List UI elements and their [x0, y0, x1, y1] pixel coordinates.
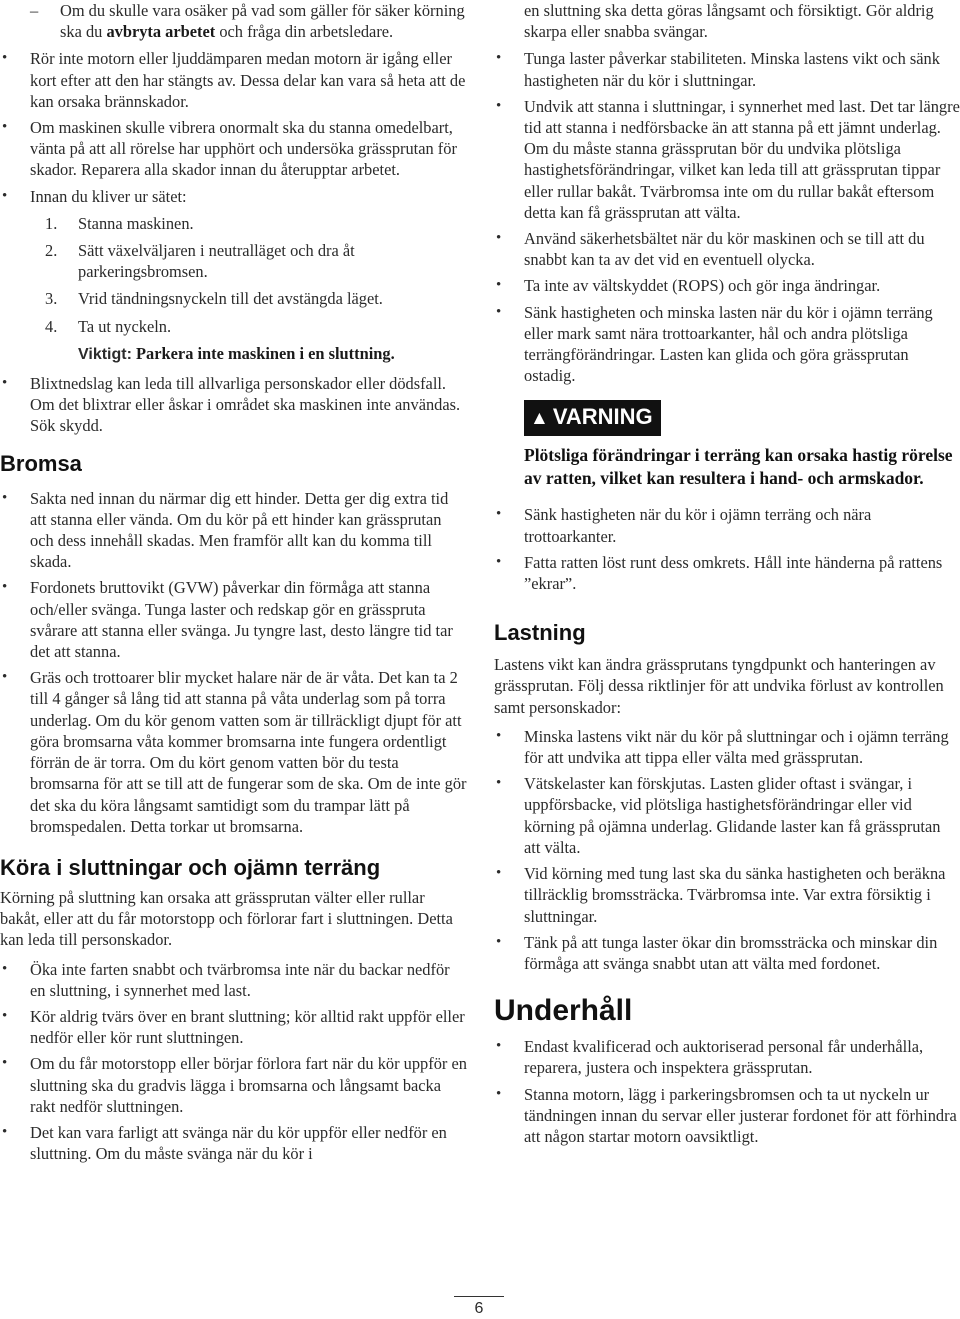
left-column	[0, 0, 468, 1169]
intro-bullet-list	[0, 48, 468, 206]
warning-list	[494, 504, 960, 594]
list-item: • Kör aldrig tvärs över en brant sluttning; kör alltid rakt uppför eller nedför eller kör runt sluttningen.	[0, 1006, 468, 1048]
warning-triangle-icon: ▲	[530, 408, 549, 430]
list-item: • Tunga laster påverkar stabiliteten. Minska lastens vikt och sänk hastigheten när du kör i sluttningar.	[494, 48, 960, 90]
list-item: • Rör inte motorn eller ljuddämparen medan motorn är igång eller kort efter att den har stängts av. Dessa delar kan vara så heta att de kan orsaka brännskador.	[0, 48, 468, 112]
list-item: • Gräs och trottoarer blir mycket halare när de är våta. Det kan ta 2 till 4 gånger så lång tid att stanna på våta underlag som på torra underlag. Om du kör genom vatten som är tillräckligt djupt för att göra bromsarna våta kommer bromsarna inte fungera ordentligt förrän de är torra. Om du kört genom vatten bör du testa bromsarna för att se till att de fungerar som de ska. Om de inte gör det ska du köra långsamt samtidigt som du trampar lätt på bromspedalen. Detta torkar ut bromsarna.	[0, 667, 468, 837]
section-heading-loading: Lastning	[494, 620, 586, 646]
section-heading-slopes: Köra i sluttningar och ojämn terräng	[0, 854, 381, 880]
list-item: • Fordonets bruttovikt (GVW) påverkar din förmåga att stanna och/eller svänga. Tunga laster och redskap gör en grässpruta svårare att stanna eller svänga. Ju tyngre last, desto längre tid tar det att stanna.	[0, 577, 468, 662]
list-item: • Sänk hastigheten och minska lasten när du kör i ojämn terräng eller mark samt nära trottoarkanter, hål och andra plötsliga terrängförändringar. Lasten kan glida och göra grässprutan ostadig.	[494, 302, 960, 387]
step-number: 2.	[45, 241, 58, 261]
list-item: • Om maskinen skulle vibrera onormalt ska du stanna omedelbart, vänta på att all rörelse har upphört och undersöka grässprutan för skador. Reparera alla skador innan du återupptar arbetet.	[0, 117, 468, 181]
list-item: • Vid körning med tung last ska du sänka hastigheten och beräkna tillräcklig bromssträcka. Tvärbromsa inte. Var extra försiktig i sluttningar.	[494, 863, 960, 927]
important-label: Viktigt:	[78, 345, 132, 363]
warning-badge: ▲ VARNING	[524, 400, 661, 436]
important-note	[0, 343, 468, 365]
step-item: 3. Vrid tändningsnyckeln till det avstängda läget.	[45, 289, 383, 309]
list-item: • Stanna motorn, lägg i parkeringsbromsen och ta ut nyckeln ur tändningen innan du servar eller justerar fordonet för att förhindra att någon startar motorn oavsiktligt.	[494, 1084, 960, 1148]
right-column	[494, 0, 960, 1152]
exit-steps-list	[0, 213, 468, 337]
list-item: • Sakta ned innan du närmar dig ett hinder. Detta ger dig extra tid att stanna eller vända. Om du kör på ett hinder kan grässprutan och dess innehåll skadas. Men framför allt kan du komma till skada.	[0, 488, 468, 573]
list-item: – Om du skulle vara osäker på vad som gäller för säker körning ska du avbryta arbetet och fråga din arbetsledare.	[0, 0, 468, 42]
loading-intro: Lastens vikt kan ändra grässprutans tyngdpunkt och hanteringen av grässprutan. Följ dessa riktlinjer för att undvika förlust av kontrollen samt personskador:	[494, 655, 944, 717]
list-item: • Om du får motorstopp eller börjar förlora fart när du kör uppför en sluttning ska du gradvis lägga i bromsarna och långsamt backa rakt nedför sluttningen.	[0, 1053, 468, 1117]
list-item: • Innan du kliver ur sätet:	[0, 186, 468, 207]
list-item: • Fatta ratten löst runt dess omkrets. Håll inte händerna på rattens ”ekrar”.	[494, 552, 960, 594]
step-number: 3.	[45, 289, 58, 309]
step-number: 4.	[45, 316, 58, 336]
step-number: 1.	[45, 213, 58, 233]
step-item: 4. Ta ut nyckeln.	[45, 316, 172, 336]
slope-intro: Körning på sluttning kan orsaka att grässprutan välter eller rullar bakåt, eller att du får motorstopp och förlorar fart i sluttningen. Detta kan leda till personskador.	[0, 887, 453, 950]
list-item: • Öka inte farten snabbt och tvärbromsa inte när du backar nedför en sluttning, i synnerhet med last.	[0, 959, 468, 1001]
lightning-list	[0, 373, 468, 437]
loading-list	[494, 726, 960, 974]
section-heading-maintenance: Underhåll	[494, 994, 633, 1028]
page-number: 6	[454, 1296, 504, 1319]
intro-dash-list	[0, 0, 468, 42]
warning-text: Plötsliga förändringar i terräng kan orsaka hastig rörelse av ratten, vilket kan resultera i hand- och armskador.	[524, 445, 953, 489]
list-item: • Minska lastens vikt när du kör på sluttningar och i ojämn terräng för att undvika att tippa eller välta med grässprutan.	[494, 726, 960, 768]
list-item: • Endast kvalificerad och auktoriserad personal får underhålla, reparera, justera och inspektera grässprutan.	[494, 1036, 960, 1078]
section-heading-brake: Bromsa	[0, 450, 82, 476]
list-item: • Blixtnedslag kan leda till allvarliga personskador eller dödsfall. Om det blixtrar eller åskar i området ska maskinen inte användas. Sök skydd.	[0, 373, 468, 437]
list-item: • Vätskelaster kan förskjutas. Lasten glider oftast i svängar, i uppförsbacke, vid plötsliga hastighetsförändringar eller vid körning på ojämna underlag. Glidande laster kan få grässprutan att välta.	[494, 773, 960, 858]
important-text: Parkera inte maskinen i en sluttning.	[136, 343, 395, 363]
slope-list-continued	[494, 48, 960, 386]
brake-list	[0, 488, 468, 837]
list-item: • Använd säkerhetsbältet när du kör maskinen och se till att du snabbt kan ta av det vid en eventuell olycka.	[494, 228, 960, 270]
step-item: 2. Sätt växelväljaren i neutralläget och dra åt parkeringsbromsen.	[45, 241, 355, 282]
list-item: • Det kan vara farligt att svänga när du kör uppför eller nedför en sluttning. Om du måste svänga när du kör i	[0, 1122, 468, 1164]
list-item: • Ta inte av vältskyddet (ROPS) och gör inga ändringar.	[494, 275, 960, 296]
list-item: • Sänk hastigheten när du kör i ojämn terräng och nära trottoarkanter.	[494, 504, 960, 546]
list-item: • Tänk på att tunga laster ökar din bromssträcka och minskar din förmåga att svänga snabbt utan att välta med fordonet.	[494, 932, 960, 974]
bold-phrase: avbryta arbetet	[106, 22, 216, 42]
continuation-text: en sluttning ska detta göras långsamt och försiktigt. Gör aldrig skarpa eller snabba svängar.	[524, 1, 934, 42]
maintenance-list	[494, 1036, 960, 1147]
step-item: 1. Stanna maskinen.	[45, 213, 194, 233]
list-item: • Undvik att stanna i sluttningar, i synnerhet med last. Det tar längre tid att stanna i nedförsbacke än att stanna på ett jämnt underlag. Om du måste stanna grässprutan bör du undvika plötsliga hastighetsförändringar, vilket kan leda till att grässprutan tippar eller rullar bakåt. Tvärbromsa inte om du rullar bakåt eftersom detta kan få grässprutan att välta.	[494, 96, 960, 223]
slope-list	[0, 959, 468, 1165]
warning-box	[524, 400, 960, 436]
